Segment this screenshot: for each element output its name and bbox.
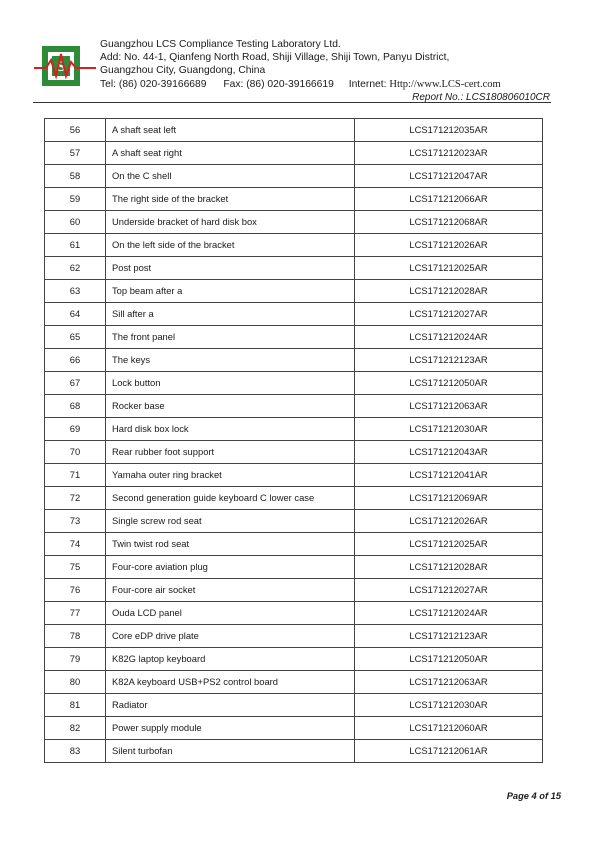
fax-number: Fax: (86) 020-39166619 [223,79,334,90]
row-code: LCS171212050AR [355,648,543,671]
row-description: The front panel [106,326,355,349]
row-code: LCS171212024AR [355,602,543,625]
row-code: LCS171212063AR [355,671,543,694]
row-number: 75 [45,556,106,579]
row-number: 79 [45,648,106,671]
row-code: LCS171212026AR [355,510,543,533]
row-description: Post post [106,257,355,280]
table-row [45,579,543,602]
row-number: 63 [45,280,106,303]
row-number: 77 [45,602,106,625]
table-row [45,349,543,372]
row-code: LCS171212024AR [355,326,543,349]
table-row [45,303,543,326]
table-row [45,740,543,763]
table-row [45,257,543,280]
table-row [45,625,543,648]
row-description: Lock button [106,372,355,395]
row-description: Radiator [106,694,355,717]
row-description: On the C shell [106,165,355,188]
company-name: Guangzhou LCS Compliance Testing Laboratory Ltd. [100,39,341,50]
table-row [45,487,543,510]
table-row [45,533,543,556]
row-description: Single screw rod seat [106,510,355,533]
row-number: 71 [45,464,106,487]
row-number: 61 [45,234,106,257]
row-number: 69 [45,418,106,441]
contact-line [100,79,501,90]
table-row [45,142,543,165]
row-description: Underside bracket of hard disk box [106,211,355,234]
row-number: 68 [45,395,106,418]
table-row [45,648,543,671]
row-code: LCS171212050AR [355,372,543,395]
row-number: 81 [45,694,106,717]
table-row [45,234,543,257]
row-description: The right side of the bracket [106,188,355,211]
table-row [45,188,543,211]
page-header [0,0,600,110]
row-code: LCS171212030AR [355,418,543,441]
row-description: K82A keyboard USB+PS2 control board [106,671,355,694]
table-row [45,326,543,349]
row-number: 65 [45,326,106,349]
row-number: 76 [45,579,106,602]
row-description: Silent turbofan [106,740,355,763]
row-code: LCS171212060AR [355,717,543,740]
row-number: 74 [45,533,106,556]
row-description: Yamaha outer ring bracket [106,464,355,487]
report-number: Report No.: LCS180806010CR [412,92,550,103]
row-code: LCS171212025AR [355,533,543,556]
row-description: Hard disk box lock [106,418,355,441]
row-number: 82 [45,717,106,740]
row-number: 57 [45,142,106,165]
row-number: 62 [45,257,106,280]
table-row [45,165,543,188]
row-code: LCS171212028AR [355,280,543,303]
row-description: Twin twist rod seat [106,533,355,556]
row-code: LCS171212035AR [355,119,543,142]
row-description: A shaft seat right [106,142,355,165]
row-description: Second generation guide keyboard C lower case [106,487,355,510]
page-number: Page 4 of 15 [506,791,561,801]
internet-url[interactable]: Http://www.LCS-cert.com [389,79,501,90]
row-description: A shaft seat left [106,119,355,142]
table-row [45,694,543,717]
row-description: Rocker base [106,395,355,418]
row-description: Rear rubber foot support [106,441,355,464]
row-number: 59 [45,188,106,211]
company-info [100,38,449,77]
row-code: LCS171212061AR [355,740,543,763]
row-number: 60 [45,211,106,234]
row-code: LCS171212027AR [355,579,543,602]
row-code: LCS171212026AR [355,234,543,257]
row-number: 73 [45,510,106,533]
row-description: The keys [106,349,355,372]
header-divider [33,102,551,103]
table-row [45,602,543,625]
table-row [45,717,543,740]
row-number: 66 [45,349,106,372]
table-row [45,211,543,234]
row-number: 80 [45,671,106,694]
internet-info [349,79,501,90]
row-number: 72 [45,487,106,510]
svg-text:S: S [56,59,66,75]
table-row [45,671,543,694]
sample-table [44,118,543,763]
row-code: LCS171212068AR [355,211,543,234]
row-code: LCS171212041AR [355,464,543,487]
row-code: LCS171212043AR [355,441,543,464]
row-description: Core eDP drive plate [106,625,355,648]
row-number: 58 [45,165,106,188]
address-line-1: Add: No. 44-1, Qianfeng North Road, Shiji Village, Shiji Town, Panyu District, [100,52,450,63]
row-number: 78 [45,625,106,648]
table-row [45,395,543,418]
table-row [45,119,543,142]
row-code: LCS171212047AR [355,165,543,188]
row-code: LCS171212069AR [355,487,543,510]
row-description: K82G laptop keyboard [106,648,355,671]
row-code: LCS171212063AR [355,395,543,418]
row-number: 67 [45,372,106,395]
row-code: LCS171212027AR [355,303,543,326]
row-code: LCS171212023AR [355,142,543,165]
row-code: LCS171212123AR [355,625,543,648]
row-number: 70 [45,441,106,464]
row-code: LCS171212123AR [355,349,543,372]
row-code: LCS171212028AR [355,556,543,579]
row-code: LCS171212066AR [355,188,543,211]
table-row [45,464,543,487]
internet-label: Internet: [348,79,387,90]
row-code: LCS171212025AR [355,257,543,280]
table-row [45,510,543,533]
table-row [45,556,543,579]
row-description: Top beam after a [106,280,355,303]
row-description: Power supply module [106,717,355,740]
table-row [45,280,543,303]
row-description: Ouda LCD panel [106,602,355,625]
address-line-2: Guangzhou City, Guangdong, China [100,65,266,76]
table-row [45,441,543,464]
tel-number: Tel: (86) 020-39166689 [100,79,207,90]
table-row [45,418,543,441]
row-description: Four-core air socket [106,579,355,602]
row-number: 56 [45,119,106,142]
row-number: 83 [45,740,106,763]
sample-table-body [45,119,543,763]
table-row [45,372,543,395]
row-code: LCS171212030AR [355,694,543,717]
row-number: 64 [45,303,106,326]
row-description: Sill after a [106,303,355,326]
row-description: Four-core aviation plug [106,556,355,579]
lcs-logo-icon [34,40,96,92]
row-description: On the left side of the bracket [106,234,355,257]
